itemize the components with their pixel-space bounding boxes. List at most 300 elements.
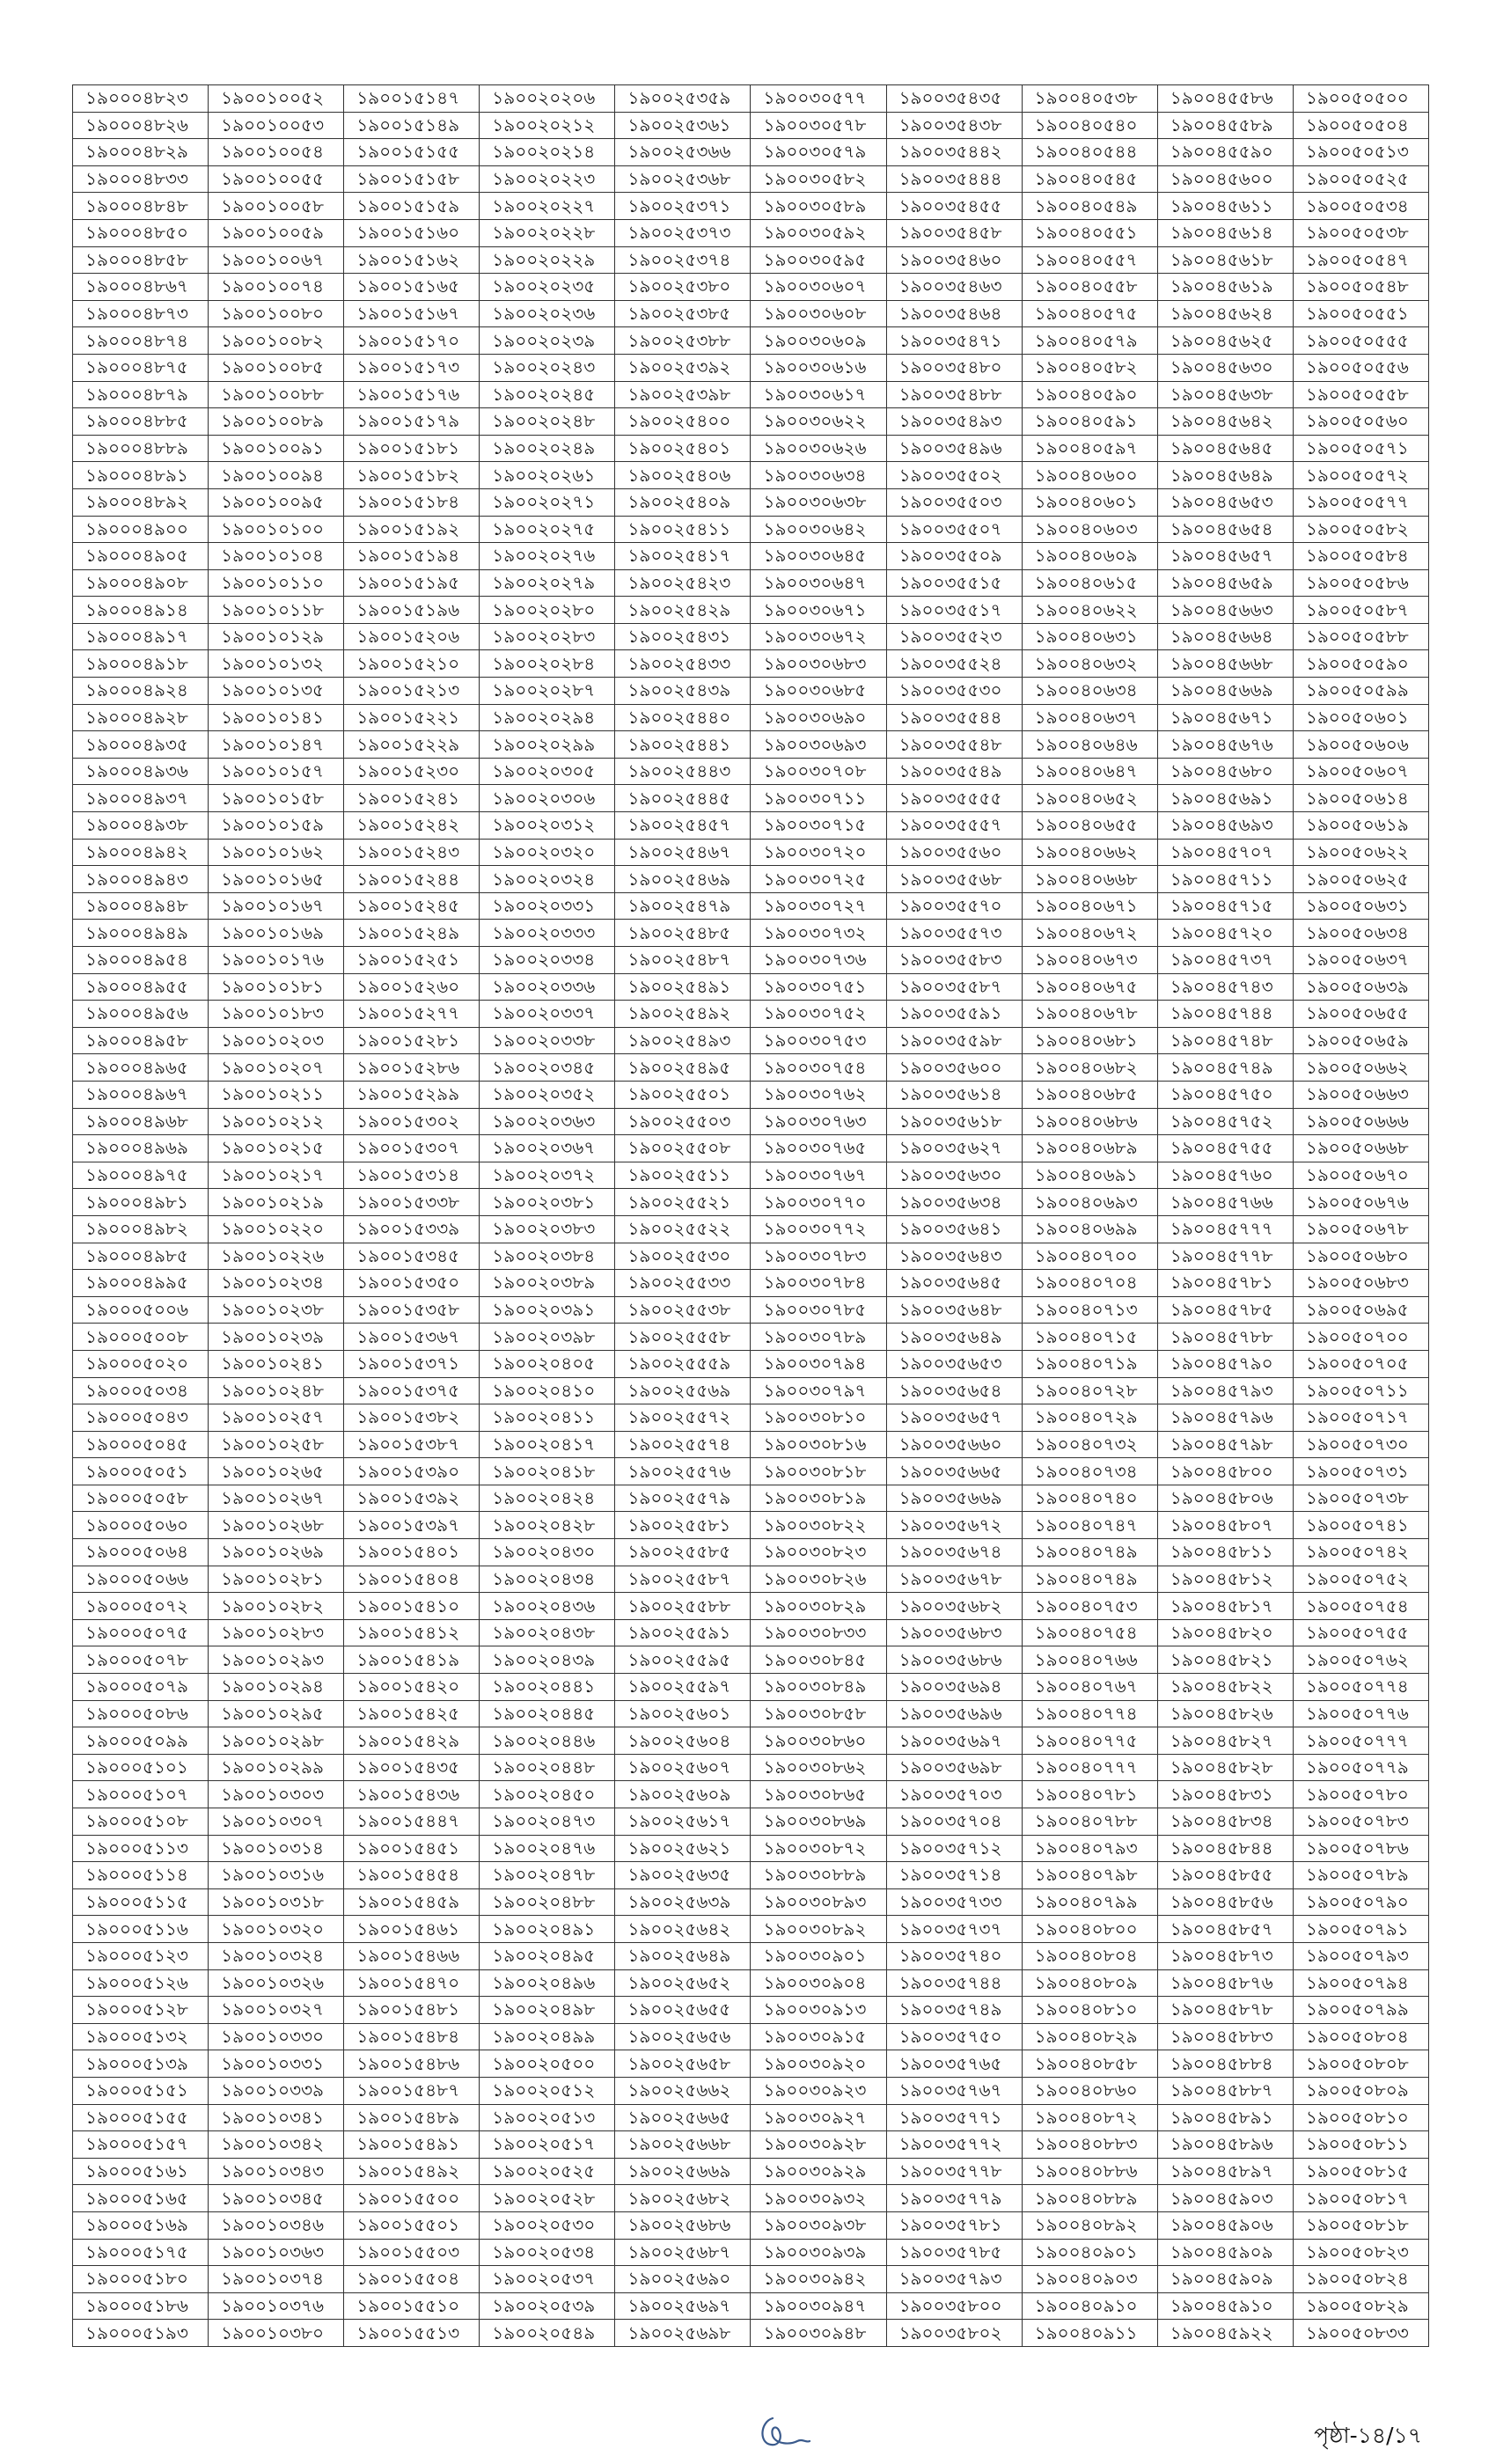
table-cell: ১৯০০১৫৪৯২ <box>344 2158 480 2185</box>
table-cell: ১৯০০১৫২৮১ <box>344 1027 480 1054</box>
table-cell: ১৯০০৩৫৪৬৩ <box>886 274 1022 301</box>
table-row <box>73 812 1429 840</box>
table-cell: ১৯০০১০১৫৮ <box>209 785 344 812</box>
table-cell: ১৯০০৩৫৪৯৩ <box>886 408 1022 436</box>
table-cell: ১৯০০২০৪৩৯ <box>480 1646 615 1674</box>
table-cell: ১৯০০৪৫৮৯৬ <box>1157 2131 1293 2159</box>
table-cell: ১৯০০৩৫৮০০ <box>886 2292 1022 2320</box>
table-cell: ১৯০০২০৪৪১ <box>480 1674 615 1701</box>
table-cell: ১৯০০৪৫৭৯৩ <box>1157 1377 1293 1404</box>
table-cell: ১৯০০০৪৮২৩ <box>73 85 209 113</box>
table-cell: ১৯০০১০০৯৫ <box>209 488 344 516</box>
table-cell: ১৯০০২৫৩৮৫ <box>615 300 751 327</box>
table-cell: ১৯০০২০৪০৫ <box>480 1350 615 1377</box>
table-cell: ১৯০০২০৩৩৬ <box>480 973 615 1001</box>
table-row <box>73 1512 1429 1539</box>
table-row <box>73 1404 1429 1432</box>
table-cell: ১৯০০৪৫৭৮৫ <box>1157 1296 1293 1324</box>
table-cell: ১৯০০১০২১৯ <box>209 1189 344 1216</box>
table-cell: ১৯০০৫০৬৩৭ <box>1293 947 1428 974</box>
table-cell: ১৯০০১০২৬৯ <box>209 1539 344 1566</box>
table-cell: ১৯০০৪৫৮৪৪ <box>1157 1835 1293 1862</box>
table-cell: ১৯০০১০১৬৯ <box>209 920 344 947</box>
table-cell: ১৯০০৩০৭৭০ <box>751 1189 886 1216</box>
table-cell: ১৯০০২৫৬৮২ <box>615 2185 751 2212</box>
table-cell: ১৯০০৫০৫১৩ <box>1293 139 1428 166</box>
table-cell: ১৯০০৩৫৭৫০ <box>886 2023 1022 2050</box>
table-cell: ১৯০০৩০৫৭৭ <box>751 85 886 113</box>
table-cell: ১৯০০৩০৮২৬ <box>751 1566 886 1593</box>
table-cell: ১৯০০১০১৩৫ <box>209 678 344 705</box>
table-cell: ১৯০০১৫১৫৯ <box>344 193 480 220</box>
table-cell: ১৯০০৩৫৭৪৯ <box>886 1997 1022 2024</box>
table-cell: ১৯০০৩০৬০৯ <box>751 327 886 355</box>
table-cell: ১৯০০১০২৯৮ <box>209 1727 344 1755</box>
table-row <box>73 1001 1429 1028</box>
table-cell: ১৯০০২৫৪৯২ <box>615 1001 751 1028</box>
table-row <box>73 650 1429 678</box>
table-cell: ১৯০০৪০৬৫৫ <box>1022 812 1157 840</box>
table-row <box>73 219 1429 246</box>
table-cell: ১৯০০৫০৬৩৪ <box>1293 920 1428 947</box>
table-cell: ১৯০০৪০৭৪৯ <box>1022 1566 1157 1593</box>
table-cell: ১৯০০০৫১০৭ <box>73 1781 209 1808</box>
table-cell: ১৯০০১০৩৩১ <box>209 2050 344 2078</box>
table-cell: ১৯০০৪৫৬৯৩ <box>1157 812 1293 840</box>
table-cell: ১৯০০০৫১৫১ <box>73 2077 209 2104</box>
table-cell: ১৯০০১০১২৯ <box>209 623 344 650</box>
table-cell: ১৯০০৪৫৯০৯ <box>1157 2239 1293 2266</box>
table-cell: ১৯০০৩৫৭৮৫ <box>886 2239 1022 2266</box>
table-cell: ১৯০০৩৫৫৭০ <box>886 892 1022 920</box>
table-cell: ১৯০০৫০৫২৫ <box>1293 165 1428 193</box>
table-cell: ১৯০০২৫৬৬৮ <box>615 2131 751 2159</box>
table-cell: ১৯০০৪৫৬৭১ <box>1157 704 1293 731</box>
table-cell: ১৯০০৩৫৬৭৮ <box>886 1566 1022 1593</box>
table-cell: ১৯০০৩০৯২৩ <box>751 2077 886 2104</box>
table-cell: ১৯০০০৪৮৮৫ <box>73 408 209 436</box>
table-row <box>73 866 1429 893</box>
table-cell: ১৯০০১০৩০৩ <box>209 1781 344 1808</box>
table-cell: ১৯০০২৫৪০০ <box>615 408 751 436</box>
table-cell: ১৯০০৩০৯০১ <box>751 1942 886 1969</box>
table-row <box>73 973 1429 1001</box>
table-cell: ১৯০০২০২০৬ <box>480 85 615 113</box>
table-row <box>73 1108 1429 1135</box>
table-cell: ১৯০০২৫৪৯১ <box>615 973 751 1001</box>
roll-number-table <box>72 84 1429 2347</box>
table-cell: ১৯০০৪০৬৩২ <box>1022 650 1157 678</box>
table-cell: ১৯০০৪৫৬২৫ <box>1157 327 1293 355</box>
table-cell: ১৯০০১৫২৪৩ <box>344 839 480 866</box>
table-cell: ১৯০০৫০৮৩৩ <box>1293 2320 1428 2347</box>
table-cell: ১৯০০৩০৭৫৪ <box>751 1054 886 1082</box>
table-cell: ১৯০০৩৫৫০৩ <box>886 488 1022 516</box>
table-cell: ১৯০০৪৫৭৪৯ <box>1157 1054 1293 1082</box>
table-cell: ১৯০০৩০৮২২ <box>751 1512 886 1539</box>
table-cell: ১৯০০৩৫৬৮৬ <box>886 1646 1022 1674</box>
table-row <box>73 1862 1429 1889</box>
table-cell: ১৯০০২৫৫৯৫ <box>615 1646 751 1674</box>
table-cell: ১৯০০০৫১৮৬ <box>73 2292 209 2320</box>
table-cell: ১৯০০১০২১৫ <box>209 1135 344 1162</box>
table-cell: ১৯০০১০২৮২ <box>209 1593 344 1620</box>
table-cell: ১৯০০৩০৯১৫ <box>751 2023 886 2050</box>
table-cell: ১৯০০৪০৫৪৪ <box>1022 139 1157 166</box>
table-cell: ১৯০০২৫৫৮৭ <box>615 1566 751 1593</box>
table-cell: ১৯০০২০৪৭৩ <box>480 1808 615 1836</box>
table-cell: ১৯০০৪০৯০১ <box>1022 2239 1157 2266</box>
table-cell: ১৯০০৫০৫৮২ <box>1293 516 1428 543</box>
table-cell: ১৯০০৫০৭৬২ <box>1293 1646 1428 1674</box>
table-cell: ১৯০০২০৩৬৭ <box>480 1135 615 1162</box>
table-row <box>73 1324 1429 1351</box>
table-cell: ১৯০০৪৫৮৩১ <box>1157 1781 1293 1808</box>
table-cell: ১৯০০৪৫৬৬৪ <box>1157 623 1293 650</box>
table-cell: ১৯০০৪৫৮৩৪ <box>1157 1808 1293 1836</box>
table-cell: ১৯০০২৫৫২১ <box>615 1189 751 1216</box>
table-cell: ১৯০০৫০৫৩৪ <box>1293 193 1428 220</box>
table-cell: ১৯০০২৫৫৩৩ <box>615 1270 751 1297</box>
table-cell: ১৯০০৩৫৫১৭ <box>886 597 1022 624</box>
table-cell: ১৯০০০৫১৯৩ <box>73 2320 209 2347</box>
table-cell: ১৯০০৩০৯৩২ <box>751 2185 886 2212</box>
table-row <box>73 2266 1429 2293</box>
table-cell: ১৯০০৩০৭৮৫ <box>751 1296 886 1324</box>
table-cell: ১৯০০০৫১৬৫ <box>73 2185 209 2212</box>
table-cell: ১৯০০৩৫৭৪৪ <box>886 1969 1022 1997</box>
table-cell: ১৯০০৪৫৬৫৭ <box>1157 543 1293 570</box>
table-cell: ১৯০০২০৪৯৮ <box>480 1997 615 2024</box>
table-cell: ১৯০০৪৫৭৫৫ <box>1157 1135 1293 1162</box>
table-cell: ১৯০০০৪৯৪৩ <box>73 866 209 893</box>
table-cell: ১৯০০১০১৫৭ <box>209 758 344 785</box>
table-cell: ১৯০০৪৫৬৮০ <box>1157 758 1293 785</box>
table-cell: ১৯০০৫০৬৬৮ <box>1293 1135 1428 1162</box>
table-cell: ১৯০০২৫৪৯৩ <box>615 1027 751 1054</box>
table-cell: ১৯০০৫০৫৯৯ <box>1293 678 1428 705</box>
table-cell: ১৯০০২৫৪৪০ <box>615 704 751 731</box>
table-cell: ১৯০০৫০৭৪২ <box>1293 1539 1428 1566</box>
table-cell: ১৯০০০৫১০১ <box>73 1754 209 1781</box>
table-cell: ১৯০০৩০৮৬২ <box>751 1754 886 1781</box>
table-row <box>73 1431 1429 1458</box>
table-cell: ১৯০০৪৫৭৫২ <box>1157 1108 1293 1135</box>
table-cell: ১৯০০৪০৮৯২ <box>1022 2211 1157 2239</box>
table-cell: ১৯০০২০৪৫০ <box>480 1781 615 1808</box>
table-cell: ১৯০০৫০৮২৯ <box>1293 2292 1428 2320</box>
table-cell: ১৯০০০৫১৩৯ <box>73 2050 209 2078</box>
table-cell: ১৯০০০৫১৫৫ <box>73 2104 209 2131</box>
table-cell: ১৯০০১৫১৬৭ <box>344 300 480 327</box>
table-cell: ১৯০০১০০৭৪ <box>209 274 344 301</box>
table-cell: ১৯০০১০২১২ <box>209 1108 344 1135</box>
table-cell: ১৯০০১০১৬৭ <box>209 892 344 920</box>
table-cell: ১৯০০১৫৪২০ <box>344 1674 480 1701</box>
table-cell: ১৯০০৪০৫৯৭ <box>1022 435 1157 462</box>
table-cell: ১৯০০৪৫৬৩০ <box>1157 354 1293 381</box>
table-cell: ১৯০০১০১৬২ <box>209 839 344 866</box>
table-cell: ১৯০০৪৫৬২৪ <box>1157 300 1293 327</box>
table-cell: ১৯০০৫০৬১৯ <box>1293 812 1428 840</box>
table-cell: ১৯০০১০০৯১ <box>209 435 344 462</box>
table-cell: ১৯০০৪৫৮২৮ <box>1157 1754 1293 1781</box>
table-cell: ১৯০০১০৩৪৫ <box>209 2185 344 2212</box>
table-row <box>73 1997 1429 2024</box>
table-row <box>73 2211 1429 2239</box>
table-cell: ১৯০০২৫৩৭৪ <box>615 246 751 274</box>
table-cell: ১৯০০১৫৫১৩ <box>344 2320 480 2347</box>
table-cell: ১৯০০৩০৮১৮ <box>751 1458 886 1485</box>
table-cell: ১৯০০০৫১১৬ <box>73 1916 209 1943</box>
table-cell: ১৯০০১০০৯৪ <box>209 462 344 489</box>
table-cell: ১৯০০৪৫৬১৪ <box>1157 219 1293 246</box>
table-cell: ১৯০০৩৫৬৯৭ <box>886 1727 1022 1755</box>
table-cell: ১৯০০৪৫৭৭৭ <box>1157 1215 1293 1243</box>
table-cell: ১৯০০৪৫৯০৩ <box>1157 2185 1293 2212</box>
table-cell: ১৯০০৪৫৯০৯ <box>1157 2266 1293 2293</box>
table-cell: ১৯০০৫০৫৫৬ <box>1293 354 1428 381</box>
table-cell: ১৯০০২০২৭৬ <box>480 543 615 570</box>
table-cell: ১৯০০২৫৩৯২ <box>615 354 751 381</box>
table-cell: ১৯০০৩০৮১৬ <box>751 1431 886 1458</box>
table-cell: ১৯০০৩৫৪৩৫ <box>886 85 1022 113</box>
table-row <box>73 85 1429 113</box>
table-cell: ১৯০০২৫৬৯০ <box>615 2266 751 2293</box>
table-cell: ১৯০০৪৫৭৮৮ <box>1157 1324 1293 1351</box>
table-cell: ১৯০০১০৩১৮ <box>209 1888 344 1916</box>
table-cell: ১৯০০২০২৪৮ <box>480 408 615 436</box>
table-cell: ১৯০০৩৫৬৭৪ <box>886 1539 1022 1566</box>
table-cell: ১৯০০২০২১৪ <box>480 139 615 166</box>
table-cell: ১৯০০৫০৭৪১ <box>1293 1512 1428 1539</box>
table-cell: ১৯০০১৫১৭৬ <box>344 381 480 408</box>
table-cell: ১৯০০৪০৭৬৭ <box>1022 1674 1157 1701</box>
table-row <box>73 1700 1429 1727</box>
table-row <box>73 1646 1429 1674</box>
table-cell: ১৯০০৪০৬৪৭ <box>1022 758 1157 785</box>
table-cell: ১৯০০৪০৬৭৮ <box>1022 1001 1157 1028</box>
table-cell: ১৯০০১০০৮৯ <box>209 408 344 436</box>
table-cell: ১৯০০৩০৮৭২ <box>751 1835 886 1862</box>
table-row <box>73 1296 1429 1324</box>
table-cell: ১৯০০৪০৮২৯ <box>1022 2023 1157 2050</box>
table-cell: ১৯০০২৫৬০৪ <box>615 1727 751 1755</box>
table-cell: ১৯০০৫০৬৩১ <box>1293 892 1428 920</box>
table-cell: ১৯০০০৪৯২৪ <box>73 678 209 705</box>
table-cell: ১৯০০৩৫৫৬৮ <box>886 866 1022 893</box>
table-cell: ১৯০০৪৫৯১০ <box>1157 2292 1293 2320</box>
table-cell: ১৯০০৩০৬০৭ <box>751 274 886 301</box>
table-cell: ১৯০০২৫৬৬৯ <box>615 2158 751 2185</box>
table-row <box>73 920 1429 947</box>
table-cell: ১৯০০৩৫৫৯১ <box>886 1001 1022 1028</box>
table-cell: ১৯০০১০০৫৫ <box>209 165 344 193</box>
table-cell: ১৯০০১৫২৪৯ <box>344 920 480 947</box>
table-cell: ১৯০০০৪৯৩৫ <box>73 731 209 759</box>
table-cell: ১৯০০১০১৩২ <box>209 650 344 678</box>
table-cell: ১৯০০৪০৬৭৩ <box>1022 947 1157 974</box>
table-cell: ১৯০০৪০৬০০ <box>1022 462 1157 489</box>
table-row <box>73 704 1429 731</box>
table-cell: ১৯০০২৫৪৩৯ <box>615 678 751 705</box>
table-cell: ১৯০০২৫৫৫৮ <box>615 1324 751 1351</box>
table-cell: ১৯০০৩০৬৭২ <box>751 623 886 650</box>
table-cell: ১৯০০৫০৭৯৩ <box>1293 1942 1428 1969</box>
table-cell: ১৯০০১৫২০৬ <box>344 623 480 650</box>
table-cell: ১৯০০০৫০৩৪ <box>73 1377 209 1404</box>
table-cell: ১৯০০৪৫৬৪২ <box>1157 408 1293 436</box>
table-cell: ১৯০০৩০৭৩২ <box>751 920 886 947</box>
table-cell: ১৯০০১৫৫০১ <box>344 2211 480 2239</box>
table-cell: ১৯০০১০৩৪৬ <box>209 2211 344 2239</box>
table-cell: ১৯০০৪৫৬০০ <box>1157 165 1293 193</box>
table-cell: ১৯০০০৪৯৫৮ <box>73 1027 209 1054</box>
table-cell: ১৯০০২৫৫৭৯ <box>615 1485 751 1512</box>
table-cell: ১৯০০৫০৮০৯ <box>1293 2077 1428 2104</box>
table-cell: ১৯০০৩৫৭১২ <box>886 1835 1022 1862</box>
table-cell: ১৯০০৪০৭৯৩ <box>1022 1835 1157 1862</box>
table-row <box>73 1835 1429 1862</box>
table-cell: ১৯০০১৫২৬০ <box>344 973 480 1001</box>
table-cell: ১৯০০৩৫৫৬০ <box>886 839 1022 866</box>
table-row <box>73 1458 1429 1485</box>
table-cell: ১৯০০৩৫৫৪৯ <box>886 758 1022 785</box>
table-cell: ১৯০০৪৫৮৫৬ <box>1157 1888 1293 1916</box>
table-cell: ১৯০০২০২৩৯ <box>480 327 615 355</box>
table-cell: ১৯০০০৫০৭৯ <box>73 1674 209 1701</box>
table-cell: ১৯০০৪০৭১৫ <box>1022 1324 1157 1351</box>
table-cell: ১৯০০১৫১৮১ <box>344 435 480 462</box>
table-cell: ১৯০০১৫৪৭০ <box>344 1969 480 1997</box>
table-cell: ১৯০০৩৫৪৮৮ <box>886 381 1022 408</box>
table-cell: ১৯০০৩০৯৪৭ <box>751 2292 886 2320</box>
table-cell: ১৯০০৪০৬৮৫ <box>1022 1081 1157 1108</box>
table-cell: ১৯০০৪৫৯০৬ <box>1157 2211 1293 2239</box>
table-cell: ১৯০০৩৫৬৪৯ <box>886 1324 1022 1351</box>
table-cell: ১৯০০২৫৪৮৭ <box>615 947 751 974</box>
table-cell: ১৯০০১৫২৪৫ <box>344 892 480 920</box>
table-cell: ১৯০০২০৩৩৪ <box>480 947 615 974</box>
table-cell: ১৯০০১৫২৯৯ <box>344 1081 480 1108</box>
table-cell: ১৯০০৪০৫৫৭ <box>1022 246 1157 274</box>
table-cell: ১৯০০০৫০৭২ <box>73 1593 209 1620</box>
table-cell: ১৯০০২০৪৩৪ <box>480 1566 615 1593</box>
table-cell: ১৯০০৪৫৮৭৩ <box>1157 1942 1293 1969</box>
table-cell: ১৯০০২০৪৯১ <box>480 1916 615 1943</box>
table-cell: ১৯০০২৫৬০৭ <box>615 1754 751 1781</box>
table-row <box>73 2185 1429 2212</box>
table-cell: ১৯০০২০৪২৮ <box>480 1512 615 1539</box>
table-cell: ১৯০০৪০৫৪০ <box>1022 112 1157 139</box>
table-cell: ১৯০০৩০৭২০ <box>751 839 886 866</box>
table-cell: ১৯০০২৫৫৩৮ <box>615 1296 751 1324</box>
table-cell: ১৯০০১০৩২০ <box>209 1916 344 1943</box>
table-cell: ১৯০০৩০৭৫২ <box>751 1001 886 1028</box>
table-cell: ১৯০০১৫১৪৯ <box>344 112 480 139</box>
table-cell: ১৯০০০৫১২৬ <box>73 1969 209 1997</box>
table-cell: ১৯০০০৪৯৩৭ <box>73 785 209 812</box>
table-cell: ১৯০০৩৫৫৭৩ <box>886 920 1022 947</box>
table-cell: ১৯০০২০৪৯৯ <box>480 2023 615 2050</box>
table-cell: ১৯০০৪৫৮২১ <box>1157 1646 1293 1674</box>
table-cell: ১৯০০৩০৭৮৪ <box>751 1270 886 1297</box>
table-cell: ১৯০০৫০৬১৪ <box>1293 785 1428 812</box>
table-row <box>73 1674 1429 1701</box>
table-row <box>73 758 1429 785</box>
table-cell: ১৯০০০৫০৪৩ <box>73 1404 209 1432</box>
table-cell: ১৯০০০৪৯৮৫ <box>73 1243 209 1270</box>
table-cell: ১৯০০৪৫৮৭৮ <box>1157 1997 1293 2024</box>
table-cell: ১৯০০৩০৯২৯ <box>751 2158 886 2185</box>
table-cell: ১৯০০৩০৭৫৩ <box>751 1027 886 1054</box>
table-cell: ১৯০০২০৩৮৯ <box>480 1270 615 1297</box>
table-cell: ১৯০০৪০৯০৩ <box>1022 2266 1157 2293</box>
table-cell: ১৯০০১৫৪৪৭ <box>344 1808 480 1836</box>
table-cell: ১৯০০৫০৭৭৪ <box>1293 1674 1428 1701</box>
table-cell: ১৯০০২৫৪৪৫ <box>615 785 751 812</box>
table-cell: ১৯০০১০১০৪ <box>209 543 344 570</box>
table-cell: ১৯০০২০৩৩৩ <box>480 920 615 947</box>
table-row <box>73 2104 1429 2131</box>
table-cell: ১৯০০১৫৪৯১ <box>344 2131 480 2159</box>
table-cell: ১৯০০৫০৭৮৩ <box>1293 1808 1428 1836</box>
table-cell: ১৯০০৪৫৮২০ <box>1157 1619 1293 1646</box>
table-cell: ১৯০০৩০৯৩৯ <box>751 2239 886 2266</box>
table-row <box>73 2023 1429 2050</box>
table-cell: ১৯০০৪৫৭৬০ <box>1157 1162 1293 1189</box>
table-cell: ১৯০০৪৫৮১২ <box>1157 1566 1293 1593</box>
table-row <box>73 2158 1429 2185</box>
table-cell: ১৯০০৫০৬৭৬ <box>1293 1189 1428 1216</box>
table-cell: ১৯০০২৫৬৫৫ <box>615 1997 751 2024</box>
table-cell: ১৯০০৩০৮৯২ <box>751 1916 886 1943</box>
table-cell: ১৯০০৪০৭২৮ <box>1022 1377 1157 1404</box>
table-cell: ১৯০০২০৪৯৫ <box>480 1942 615 1969</box>
table-cell: ১৯০০২০৩৭২ <box>480 1162 615 1189</box>
table-cell: ১৯০০৫০৫০৪ <box>1293 112 1428 139</box>
table-cell: ১৯০০২৫৫৮৫ <box>615 1539 751 1566</box>
table-cell: ১৯০০৪০৭৮৮ <box>1022 1808 1157 1836</box>
table-cell: ১৯০০৩০৭৯৭ <box>751 1377 886 1404</box>
table-cell: ১৯০০৪৫৭৪৩ <box>1157 973 1293 1001</box>
table-cell: ১৯০০৩০৬৪২ <box>751 516 886 543</box>
table-cell: ১৯০০১৫৩০২ <box>344 1108 480 1135</box>
table-cell: ১৯০০১৫১৬২ <box>344 246 480 274</box>
table-cell: ১৯০০২৫৬৩৫ <box>615 1862 751 1889</box>
table-cell: ১৯০০১৫৪৮৯ <box>344 2104 480 2131</box>
table-cell: ১৯০০৩০৬০৮ <box>751 300 886 327</box>
table-cell: ১৯০০১০১৭৬ <box>209 947 344 974</box>
table-cell: ১৯০০৩৫৫২৪ <box>886 650 1022 678</box>
table-cell: ১৯০০১৫৪৮৭ <box>344 2077 480 2104</box>
table-cell: ১৯০০৫০৬০৭ <box>1293 758 1428 785</box>
table-cell: ১৯০০৫০৫৫১ <box>1293 300 1428 327</box>
table-cell: ১৯০০২০২৮৪ <box>480 650 615 678</box>
table-cell: ১৯০০২৫৫০৮ <box>615 1135 751 1162</box>
table-cell: ১৯০০৩০৬২২ <box>751 408 886 436</box>
table-cell: ১৯০০৩৫৫০৭ <box>886 516 1022 543</box>
table-cell: ১৯০০১৫৪৫৪ <box>344 1862 480 1889</box>
table-cell: ১৯০০২৫৫৮৮ <box>615 1593 751 1620</box>
table-cell: ১৯০০৩৫৬৪৫ <box>886 1270 1022 1297</box>
table-cell: ১৯০০৪০৮৬০ <box>1022 2077 1157 2104</box>
table-cell: ১৯০০৩০৭৬৫ <box>751 1135 886 1162</box>
table-cell: ১৯০০১৫৪৮৬ <box>344 2050 480 2078</box>
table-cell: ১৯০০৩৫৪৮০ <box>886 354 1022 381</box>
table-cell: ১৯০০৩৫৭৭৯ <box>886 2185 1022 2212</box>
table-cell: ১৯০০০৪৯১৮ <box>73 650 209 678</box>
